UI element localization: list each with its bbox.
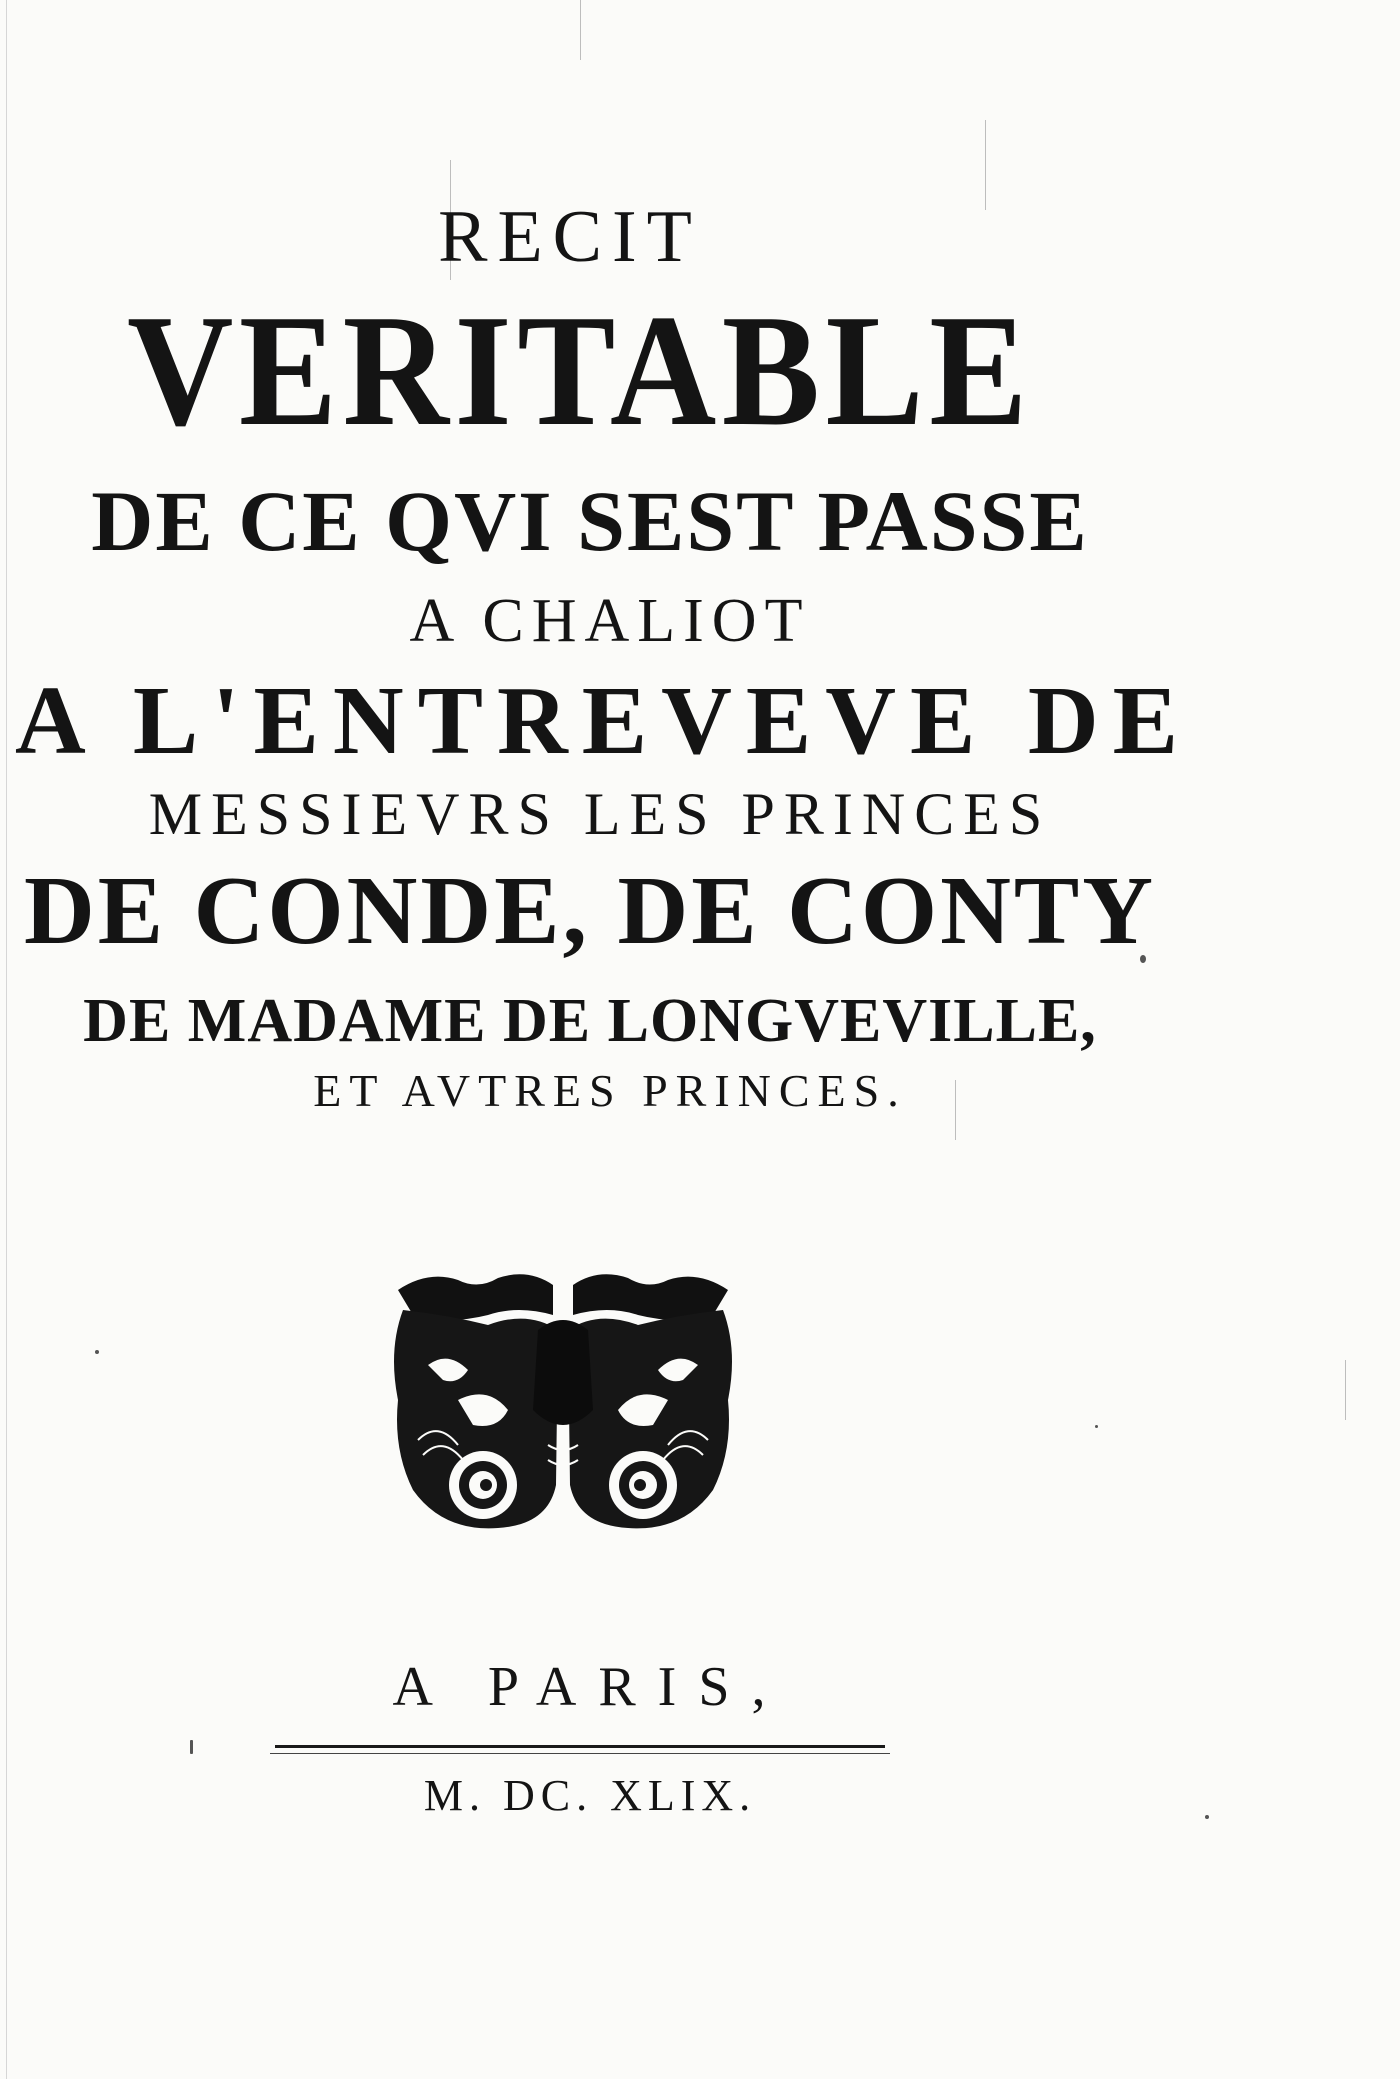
title-line-conde-conty: DE CONDE, DE CONTY [23, 857, 1157, 965]
imprint-rule-thin [270, 1753, 890, 1754]
imprint-rule [275, 1745, 885, 1748]
ink-speck [1205, 1815, 1209, 1819]
title-line-recit: RECIT [438, 196, 702, 278]
page-mark [6, 0, 7, 2079]
title-line-chaliot: A CHALIOT [409, 587, 811, 655]
page-mark [985, 120, 986, 210]
title-line-veritable: VERITABLE [127, 281, 1033, 459]
title-line-de-ce-qui: DE CE QVI SEST PASSE [91, 473, 1089, 569]
ink-speck [95, 1350, 99, 1354]
page-mark [580, 0, 581, 60]
page-mark [1345, 1360, 1346, 1420]
ink-speck [190, 1740, 193, 1754]
imprint-city: A PARIS, [392, 1656, 788, 1718]
title-line-longueville: DE MADAME DE LONGVEVILLE, [83, 987, 1097, 1055]
fleuron-woodcut-icon [388, 1270, 738, 1540]
ink-speck [1095, 1425, 1098, 1428]
title-line-autres-princes: ET AVTRES PRINCES. [313, 1065, 907, 1116]
title-line-entreveve: A L'ENTREVEVE DE [15, 667, 1193, 775]
title-line-messieurs: MESSIEVRS LES PRINCES [148, 781, 1052, 847]
imprint-date: M. DC. XLIX. [423, 1771, 757, 1820]
